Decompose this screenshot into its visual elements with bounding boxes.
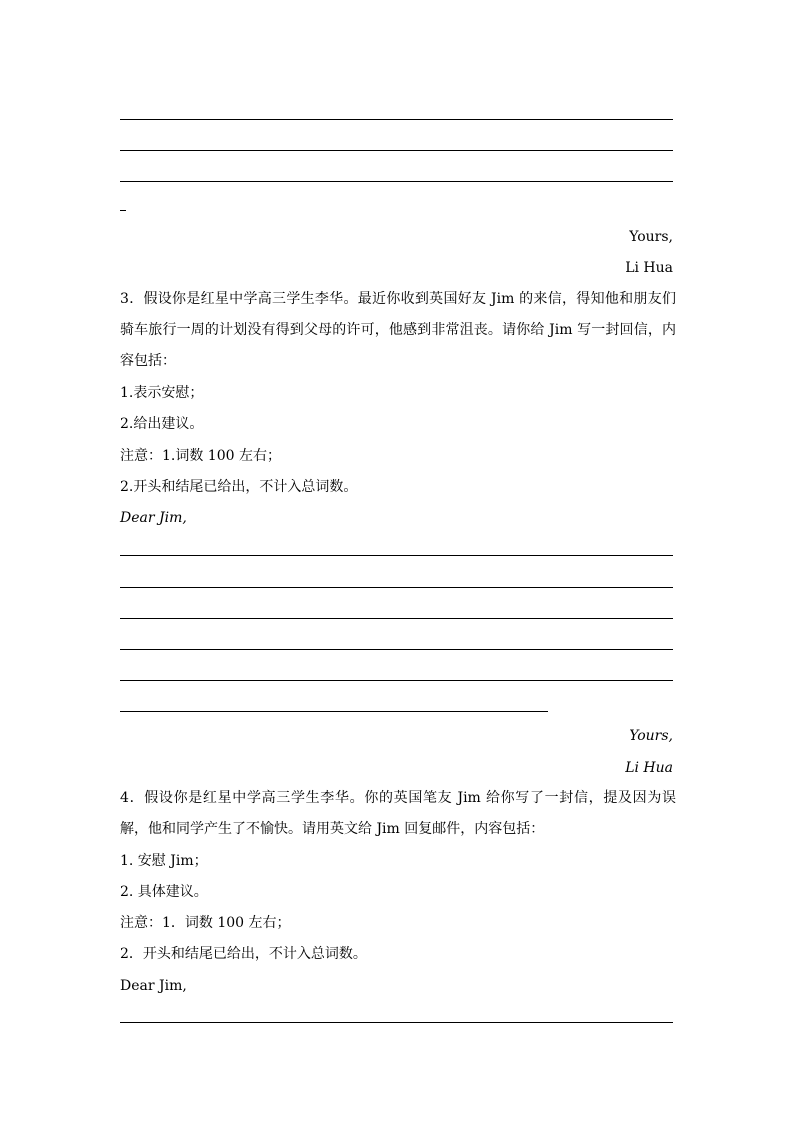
q3-note-1: 注意：1.词数 100 左右；	[120, 448, 281, 464]
writing-line	[120, 181, 673, 182]
writing-line-stub	[120, 210, 126, 211]
q3-closing-yours: Yours,	[629, 728, 673, 744]
writing-line	[120, 119, 673, 120]
q4-point-1: 1. 安慰 Jim；	[120, 853, 208, 869]
q4-note-2: 2．开头和结尾已给出，不计入总词数。	[120, 946, 367, 962]
q4-prompt: 4．假设你是红星中学高三学生李华。你的英国笔友 Jim 给你写了一封信，提及因为误解，他和同学产生了不愉快。请用英文给 Jim 回复邮件，内容包括：	[120, 790, 676, 837]
q3-point-1: 1.表示安慰；	[120, 385, 204, 401]
writing-line	[120, 649, 673, 650]
q3-prompt: 3．假设你是红星中学高三学生李华。最近你收到英国好友 Jim 的来信，得知他和朋友们骑车旅行一周的计划没有得到父母的许可，他感到非常沮丧。请你给 Jim 写一封回信，内容包括：	[120, 291, 676, 369]
writing-line	[120, 680, 673, 681]
writing-line	[120, 587, 673, 588]
q3-closing-name: Li Hua	[625, 760, 673, 776]
writing-line	[120, 711, 548, 712]
writing-line	[120, 555, 673, 556]
q3-note-2: 2.开头和结尾已给出，不计入总词数。	[120, 479, 358, 495]
q4-note-1: 注意：1．词数 100 左右；	[120, 915, 291, 931]
q3-point-2: 2.给出建议。	[120, 416, 204, 432]
closing-name: Li Hua	[625, 260, 673, 276]
closing-yours: Yours,	[629, 229, 673, 245]
writing-line	[120, 618, 673, 619]
writing-line	[120, 150, 673, 151]
q3-salutation: Dear Jim,	[120, 510, 187, 526]
q4-point-2: 2. 具体建议。	[120, 884, 208, 900]
writing-line	[120, 1022, 673, 1023]
q4-salutation: Dear Jim,	[120, 978, 187, 994]
